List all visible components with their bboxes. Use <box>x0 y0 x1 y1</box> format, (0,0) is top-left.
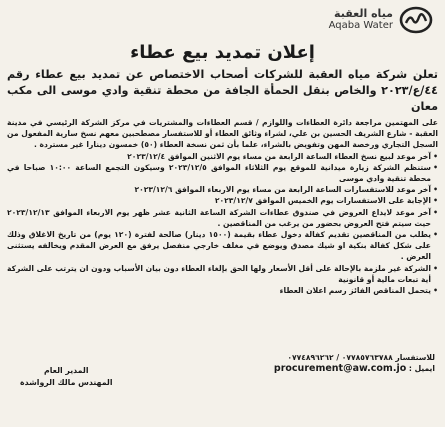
list-item: • آخر موعد لبيع نسخ العطاء الساعة الرابعة من مساء يوم الاثنين الموافق ٢٠٢٣/١٢/٤ <box>127 151 438 161</box>
contact-label: للاستفسار <box>395 353 435 362</box>
list-item: • يطلب من المناقصين تقديم كفالة دخول عطاء بقيمة (١٥٠٠ دينار) صالحة لفترة (١٢٠ يوم) من تاريخ الاغلاق وذلك على شكل كفالة بنكية او شيك مصدق ويوضع في مغلف خارجي منفصل يرفق مع العرض المقدم ويخالفه يستثنى العرض . <box>7 230 438 262</box>
signature-role: المدير العام <box>44 366 89 375</box>
signature-name: المهندس مالك الرواشدة <box>20 378 113 387</box>
contact-block <box>274 352 435 374</box>
logo-arabic-name: مياه العقبة <box>334 7 393 20</box>
page-title: إعلان تمديد بيع عطاء <box>130 42 315 63</box>
phone-line <box>274 352 435 363</box>
email-label: ايميل : <box>408 364 435 374</box>
list-item: • آخر موعد للاستفسارات الساعة الرابعة من مساء يوم الاربعاء الموافق ٢٠٢٣/١٢/٦ <box>134 185 438 195</box>
instructions-paragraph: على المهتمين مراجعة دائرة العطاءات واللوازم / قسم العطاءات والمشتريات في مركز الشركة الرئيسي في مدينة العقبة - شارع الشريف الحسين بن علي، لشراء وثائق العطاء أو للاستفسار مصطحبين معهم نسخ سارية المفعول من السجل التجاري ورخصة المهن وتفويض بالشراء، علما بأن ثمن نسخة العطاء (٥٠) خمسون دينارا غير مستردة . <box>7 118 438 150</box>
phone-numbers: ٠٧٧٨٥٧٦٣٧٨٨ / ٠٧٧٤٨٩٦٢٦٢ <box>287 353 393 362</box>
list-item: • آخر موعد لايداع العروض في صندوق عطاءات الشركة الساعة الثانية عشر ظهر يوم الاربعاء الموافق ٢٠٢٣/١٢/١٣ حيث سيتم فتح العروض بحضور من يرغب من المناقصين . <box>7 207 438 228</box>
footer <box>0 352 445 412</box>
list-item: • الإجابة على الاستفسارات يوم الخميس الموافق ٢٠٢٣/١٢/٧ <box>214 196 438 206</box>
logo-text <box>329 8 393 32</box>
header <box>4 0 441 40</box>
terms-list <box>4 151 441 297</box>
email-link[interactable]: procurement@aw.com.jo <box>273 363 407 375</box>
aqaba-water-logo-icon <box>399 6 433 34</box>
intro-paragraph: تعلن شركة مياه العقبة للشركات أصحاب الاختصاص عن تمديد بيع عطاء رقم ٤٤/ع/٢٠٢٣ والخاص بنقل الحمأة الجافة من محطة تنقية وادي موسى الى مكب معان <box>7 68 438 113</box>
logo-english-name: Aqaba Water <box>328 20 393 31</box>
list-item: • ستنظم الشركة زيارة ميدانية للموقع يوم الثلاثاء الموافق ٢٠٢٣/١٢/٥ وسيكون التجمع الساعة ١٠:٠٠ صباحا في محطة تنقية وادي موسى <box>7 162 438 184</box>
list-item: • يتحمل المناقص الفائز رسم اعلان العطاء <box>279 286 438 296</box>
signature-block <box>20 365 113 389</box>
list-item: • الشركة غير ملزمة بالإحالة على أقل الأسعار ولها الحق بإلغاء العطاء دون بيان الأسباب ودون ان يترتب على الشركة أية تبعات مالية أو قانونية <box>7 263 438 284</box>
email-line <box>274 363 435 374</box>
